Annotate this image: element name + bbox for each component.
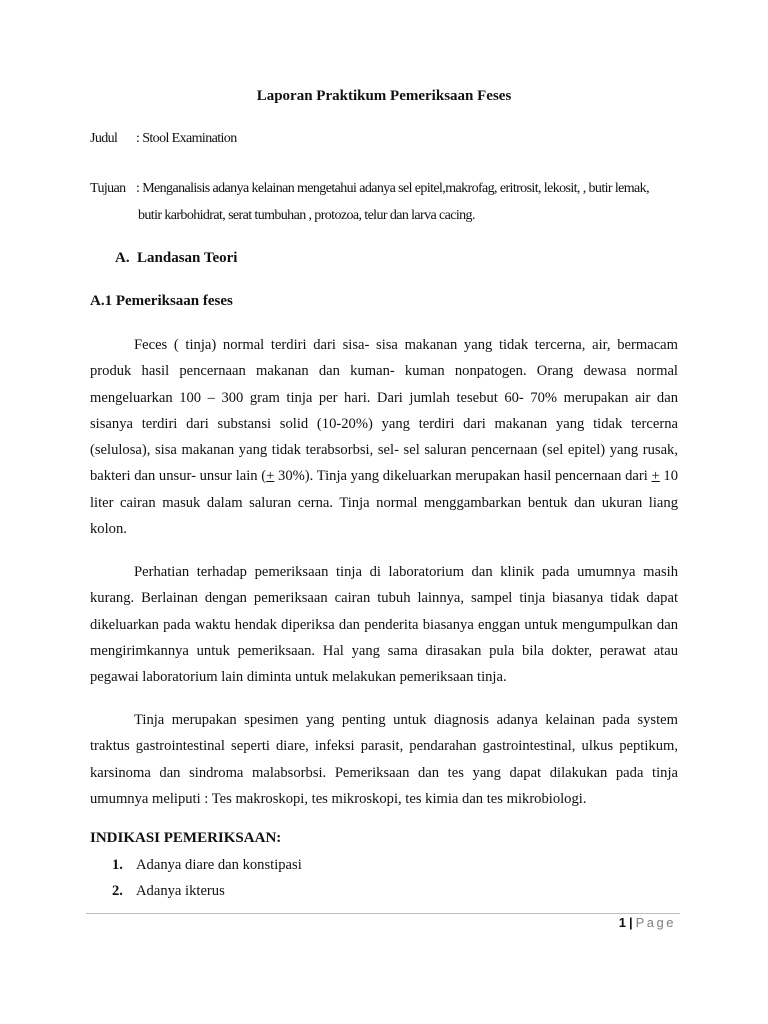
page-label: Page xyxy=(635,915,676,930)
subsection-heading: A.1 Pemeriksaan feses xyxy=(90,293,233,309)
tujuan-label: Tujuan xyxy=(90,181,126,196)
section-marker: A. xyxy=(115,250,130,266)
paragraph-3: Tinja merupakan spesimen yang penting untuk diagnosis adanya kelainan pada system traktus gastrointestinal seperti diare, infeksi parasit, pendarahan gastrointestinal, ulkus peptikum, karsinoma dan sindroma malabsorbsi. Pemeriksaan dan tes yang dapat dilakukan pada tinja umumnya meliputi : Tes makroskopi, tes mikroskopi, tes kimia dan tes mikrobiologi. xyxy=(90,712,678,807)
indikasi-heading: INDIKASI PEMERIKSAAN: xyxy=(90,830,282,846)
tujuan-text-line1: : Menganalisis adanya kelainan mengetahui adanya sel epitel,makrofag, eritrosit, lekosit, , butir lemak, xyxy=(136,181,649,196)
plus-minus-symbol: + xyxy=(266,468,275,485)
list-number: 2. xyxy=(112,883,123,899)
page-footer xyxy=(619,915,676,930)
document-title: Laporan Praktikum Pemeriksaan Feses xyxy=(256,88,512,104)
tujuan-text-line2: butir karbohidrat, serat tumbuhan , protozoa, telur dan larva cacing. xyxy=(138,208,475,223)
paragraph-2: Perhatian terhadap pemeriksaan tinja di laboratorium dan klinik pada umumnya masih kurang. Berlainan dengan pemeriksaan cairan tubuh lainnya, sampel tinja biasanya tidak dapat dikeluarkan pada waktu hendak diperiksa dan penderita biasanya enggan untuk mengumpulkan dan mengirimkannya untuk pemeriksaan. Hal yang sama dirasakan pula bila dokter, perawat atau pegawai laboratorium lain diminta untuk melakukan pemeriksaan tinja. xyxy=(90,564,678,686)
page-number: 1 xyxy=(618,915,626,930)
footer-separator: | xyxy=(628,915,633,930)
section-title: Landasan Teori xyxy=(137,250,238,266)
plus-minus-symbol: + xyxy=(651,468,660,485)
judul-text: : Stool Examination xyxy=(136,131,237,146)
list-item xyxy=(112,883,225,900)
list-text: Adanya ikterus xyxy=(136,883,225,899)
paragraph-1-part-c: 10 liter cairan masuk dalam saluran cerna. Tinja normal menggambarkan bentuk dan ukuran liang kolon. xyxy=(90,468,679,538)
judul-label: Judul xyxy=(90,131,118,146)
list-item xyxy=(112,857,302,874)
judul-row xyxy=(90,131,237,147)
section-heading xyxy=(115,250,237,267)
paragraph-1-part-b: 30%). Tinja yang dikeluarkan merupakan hasil pencernaan dari xyxy=(274,468,652,485)
paragraph-1-part-a: Feces ( tinja) normal terdiri dari sisa- sisa makanan yang tidak tercerna, air, bermacam produk hasil pencernaan makanan dan kuman- kuman nonpatogen. Orang dewasa normal mengeluarkan 100 – 300 gram tinja per hari. Dari jumlah tesebut 60- 70% merupakan air dan sisanya terdiri dari substansi solid (10-20%) yang terdiri dari makanan yang tidak tercerna (selulosa), sisa makanan yang tidak terabsorbsi, sel- sel saluran pencernaan (sel epitel) yang rusak, bakteri dan unsur- unsur lain ( xyxy=(90,337,678,485)
list-text: Adanya diare dan konstipasi xyxy=(136,857,302,873)
paragraph-1 xyxy=(90,332,678,542)
footer-divider xyxy=(86,913,680,914)
list-number: 1. xyxy=(112,857,123,873)
tujuan-row xyxy=(90,181,649,197)
